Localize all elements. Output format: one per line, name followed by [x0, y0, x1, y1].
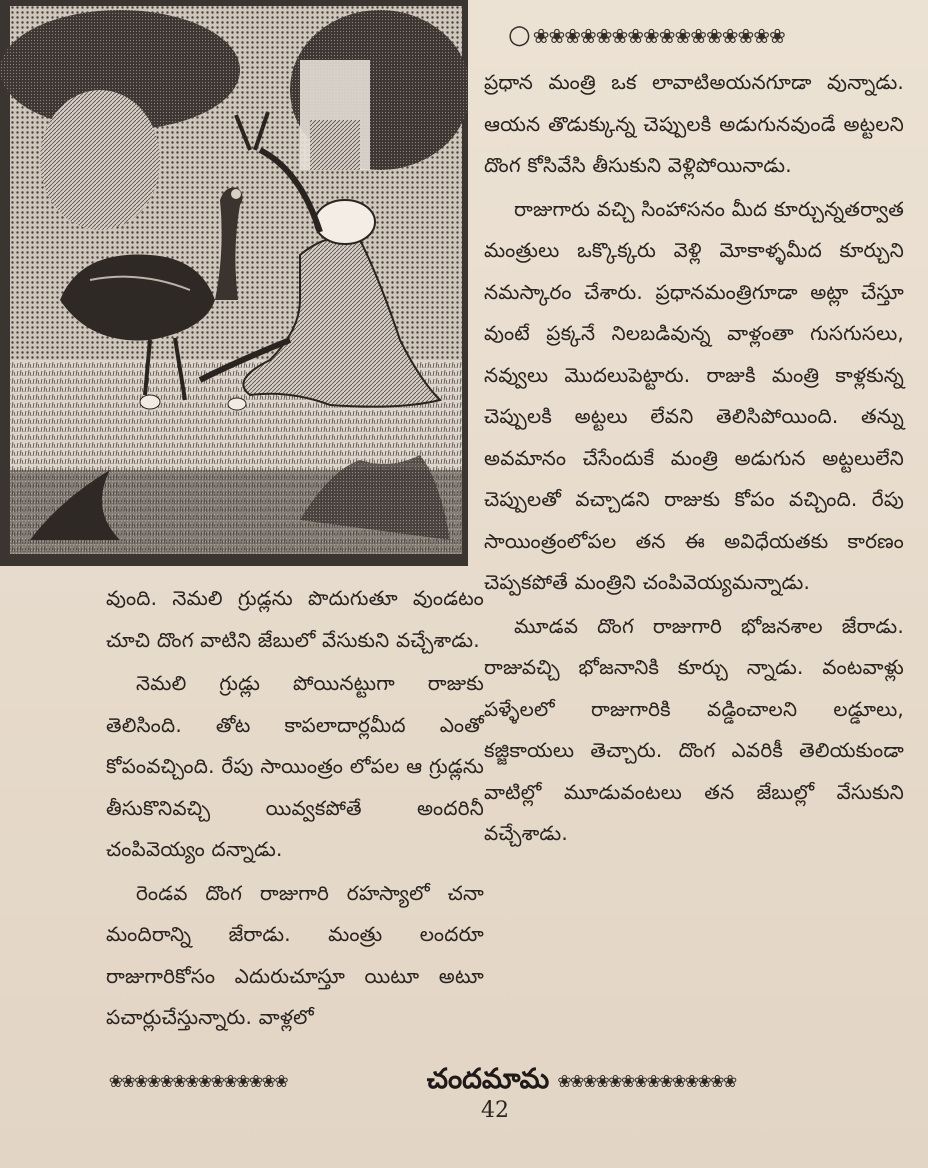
paragraph: ప్రధాన మంత్రి ఒక లావాటిఅయనగూడా వున్నాడు. ఆయన తొడుక్కున్న చెప్పులకి అడుగునవుండే అట్టలని దొంగ కోసివేసి తీసుకుని వెళ్లిపోయినాడు.: [484, 70, 904, 177]
star-border: ❀❀❀❀❀❀❀❀❀❀❀❀❀❀❀❀: [532, 24, 785, 48]
footer-ornament-right: ❀❀❀❀❀❀❀❀❀❀❀❀❀❀: [557, 1072, 736, 1092]
paragraph: నెమలి గ్రుడ్లు పోయినట్టుగా రాజుకు తెలిసింది. తోట కాపలాదార్లమీద ఎంతో కోపంవచ్చింది. రేపు సాయింత్రం లోపల ఆ గ్రుడ్లను తీసుకొనివచ్చి యివ్వకపోతే అందరినీ చంపివెయ్యం దన్నాడు.: [106, 671, 484, 861]
paragraph: రాజుగారు వచ్చి సింహాసనం మీద కూర్చున్నతర్వాత మంత్రులు ఒక్కొక్కరు వెళ్లి మోకాళ్ళమీద కూర్చుని నమస్కారం చేశారు. ప్రధానమంత్రిగూడా అట్లా చేస్తూ వుంటే ప్రక్కనే నిలబడివున్న వాళ్లంతా గుసగుసలు, నవ్వులు మొదలుపెట్టారు. రాజుకి మంత్రి కాళ్లకున్న చెప్పులకి అట్టలు లేవని తెలిసిపోయింది. తన్ను అవమానం చేసేందుకే మంత్రి అడుగున అట్టలులేని చెప్పులతో వచ్చాడని రాజుకు కోపం వచ్చింది. రేపు సాయింత్రంలోపల తన ఈ అవిధేయతకు కారణం చెప్పకపోతే మంత్రిని చంపివెయ్యమన్నాడు.: [484, 196, 904, 594]
page-number: 42: [481, 1098, 509, 1123]
circle-ornament-icon: ○: [508, 20, 533, 50]
footer-ornament-left: ❀❀❀❀❀❀❀❀❀❀❀❀❀❀: [108, 1072, 288, 1092]
peacock-and-thief-icon: [0, 0, 468, 566]
left-text-column: [106, 578, 484, 1041]
header-ornament: [508, 20, 878, 50]
magazine-title: చందమామ: [426, 1062, 550, 1095]
paragraph: మూడవ దొంగ రాజుగారి భోజనశాల జేరాడు. రాజువచ్చి భోజనానికి కూర్చు న్నాడు. వంటవాళ్లు పళ్ళేలలో రాజుగారికి వడ్డించాలని లడ్డూలు, కజ్జికాయలు తెచ్చారు. దొంగ ఎవరికీ తెలియకుండా వాటిల్లో మూడువంటలు తన జేబుల్లో వేసుకుని వచ్చేశాడు.: [484, 613, 904, 845]
paragraph: రెండవ దొంగ రాజుగారి రహస్యాలో చనా మందిరాన్ని జేరాడు. మంత్రు లందరూ రాజుగారికోసం ఎదురుచూస్తూ యిటూ అటూ పచార్లుచేస్తున్నారు. వాళ్లలో: [106, 880, 484, 1029]
right-text-column: [484, 62, 904, 857]
paragraph: వుంది. నెమలి గ్రుడ్లను పొదుగుతూ వుండటం చూచి దొంగ వాటిని జేబులో వేసుకుని వచ్చేశాడు.: [106, 586, 484, 652]
peacock-illustration: [0, 0, 468, 566]
page-footer: [108, 1062, 868, 1102]
